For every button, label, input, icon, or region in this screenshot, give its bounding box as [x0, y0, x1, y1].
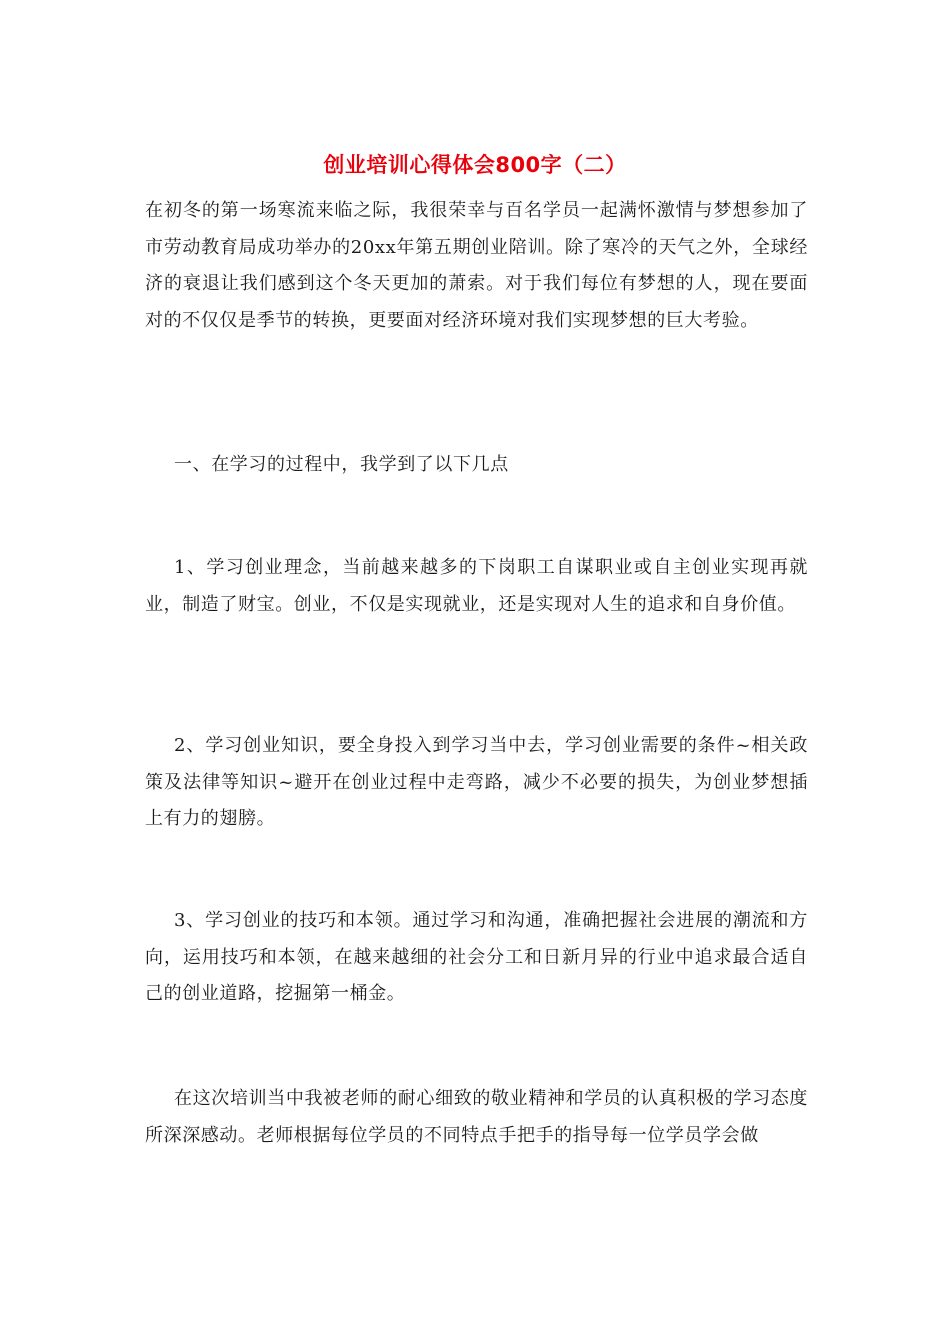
paragraph-intro: 在初冬的第一场寒流来临之际，我很荣幸与百名学员一起满怀激情与梦想参加了市劳动教育局成功举办的20xx年第五期创业陪训。除了寒冷的天气之外，全球经济的衰退让我们感到这个冬天更加的萧索。对于我们每位有梦想的人，现在要面对的不仅仅是季节的转换，更要面对经济环境对我们实现梦想的巨大考验。: [145, 200, 808, 331]
paragraph-closing: 在这次培训当中我被老师的耐心细致的敬业精神和学员的认真积极的学习态度所深深感动。老师根据每位学员的不同特点手把手的指导每一位学员学会做: [145, 1088, 808, 1146]
paragraph-item-2: 2、学习创业知识，要全身投入到学习当中去，学习创业需要的条件~相关政策及法律等知识~避开在创业过程中走弯路，减少不必要的损失，为创业梦想插上有力的翅膀。: [145, 735, 808, 829]
paragraph-item-3: 3、学习创业的技巧和本领。通过学习和沟通，准确把握社会进展的潮流和方向，运用技巧和本领，在越来越细的社会分工和日新月异的行业中追求最合适自己的创业道路，挖掘第一桶金。: [145, 910, 808, 1004]
document-title: 创业培训心得体会800字（二）: [323, 153, 627, 177]
paragraph-item-1: 1、学习创业理念，当前越来越多的下岗职工自谋职业或自主创业实现再就业，制造了财宝。创业，不仅是实现就业，还是实现对人生的追求和自身价值。: [145, 557, 808, 615]
section-heading: 一、在学习的过程中，我学到了以下几点: [174, 454, 509, 475]
